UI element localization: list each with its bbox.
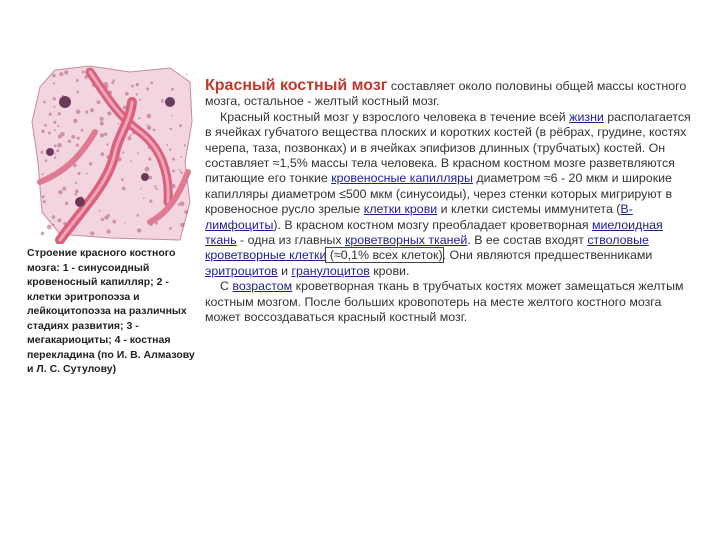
cell-dot	[75, 182, 77, 184]
glossary-link[interactable]: кроветворных тканей	[344, 233, 468, 248]
cell-dot	[42, 173, 44, 175]
cell-dot	[99, 210, 101, 212]
text-segment: располагается в ячейках губчатого вещества плоских и коротких костей (в рёбрах, грудине, костях черепа, таза, позвонках) и в ячейках эпифизов длинных (трубчатых) костей. Он составляет ≈1,5% массы тела человека. В красном костном мозге разветвляются питающие его тонкие	[205, 109, 691, 186]
cell-dot	[54, 144, 57, 147]
text-segment: диаметром ≈6 - 20 мкм и широкие капилляры диаметром ≤500 мкм (синусоиды), через стенки которых мигрируют в кровеносное русло зрелые	[205, 171, 673, 217]
cell-dot	[57, 125, 59, 127]
cell-dot	[56, 149, 59, 152]
cell-dot	[140, 188, 142, 190]
cell-dot	[89, 162, 92, 165]
figure-caption: Строение красного костного мозга: 1 - синусоидный кровеносный капилляр; 2 - клетки эритропоэза и лейкоцитопоэза на различных стадиях развития; 3 - мегакариоциты; 4 - костная перекладина (по И. В. Алмазову и Л. С. Сутулову)	[27, 247, 195, 375]
intro-text: составляет около половины общей массы костного мозга, остальное - желтый костный мозг.	[205, 79, 687, 109]
cell-dot	[104, 133, 107, 136]
cell-dot	[100, 117, 104, 121]
cell-dot	[58, 112, 61, 115]
glossary-link[interactable]: В-лимфоциты	[205, 202, 633, 232]
cell-dot	[161, 100, 164, 103]
cell-dot	[155, 188, 157, 190]
paragraph-1	[205, 110, 693, 279]
cell-dot	[147, 114, 152, 119]
cell-dot	[64, 70, 68, 74]
cell-dot	[180, 171, 183, 174]
cell-dot	[41, 232, 45, 236]
glossary-link[interactable]: жизни	[569, 109, 604, 124]
cell-dot	[171, 115, 173, 117]
cell-dot	[125, 92, 129, 96]
text-segment: . Они являются предшественниками	[442, 248, 653, 263]
cell-dot	[130, 135, 132, 137]
cell-dot	[76, 109, 81, 114]
glossary-link[interactable]: клетки крови	[363, 202, 438, 217]
text-segment: (≈0,1% всех клеток)	[326, 248, 443, 263]
page-title: Красный костный мозг	[205, 77, 388, 94]
cell-dot	[180, 223, 184, 227]
cell-dot	[118, 123, 120, 125]
glossary-link[interactable]: стволовые кроветворные клетки	[205, 233, 649, 263]
cell-dot	[49, 113, 52, 116]
cell-dot	[54, 106, 56, 108]
cell-dot	[154, 185, 156, 187]
cell-dot	[53, 97, 56, 100]
cell-dot	[170, 128, 172, 130]
cell-dot	[78, 172, 81, 175]
cell-dot	[82, 71, 85, 74]
cell-dot	[45, 159, 47, 161]
cell-dot	[186, 74, 188, 76]
cell-dot	[52, 74, 55, 77]
cell-dot	[139, 99, 141, 101]
cell-dot	[112, 220, 116, 224]
text-segment: и	[277, 263, 292, 278]
cell-dot	[59, 72, 63, 76]
glossary-link[interactable]: гранулоцитов	[291, 263, 370, 278]
cell-dot	[153, 129, 156, 132]
text-segment: кроветворная ткань в трубчатых костях может замещаться желтым костным мозгом. После больших кровопотерь на месте желтого костного мозга может воссоздаваться красный костный мозг.	[205, 279, 684, 325]
cell-dot	[41, 130, 44, 133]
cell-dot	[47, 225, 52, 230]
cell-dot	[121, 178, 124, 181]
cell-dot	[65, 202, 68, 205]
cell-dot	[86, 173, 88, 175]
glossary-link[interactable]: возрастом	[232, 279, 293, 294]
cell-dot	[53, 121, 56, 124]
main-text	[205, 78, 693, 326]
cell-dot	[68, 140, 71, 143]
cell-dot	[100, 152, 104, 156]
intro-paragraph	[205, 78, 693, 110]
bone-marrow-drawing	[20, 62, 200, 244]
cell-dot	[150, 82, 153, 85]
cell-dot	[147, 125, 152, 130]
cell-dot	[143, 198, 145, 200]
cell-dot	[104, 216, 108, 220]
text-segment: ). В красном костном мозгу преобладает кроветворная	[273, 217, 592, 232]
cell-dot	[90, 231, 94, 235]
cell-dot	[54, 157, 56, 159]
text-segment: . В ее состав входят	[467, 233, 588, 248]
cell-dot	[184, 144, 186, 146]
glossary-link[interactable]: миелоидная ткань	[205, 217, 663, 248]
cell-dot	[108, 214, 110, 216]
glossary-link[interactable]: эритроцитов	[205, 263, 278, 278]
cell-dot	[107, 111, 111, 115]
cell-dot	[85, 110, 88, 113]
cell-dot	[149, 200, 152, 203]
cell-dot	[179, 124, 182, 127]
cell-dot	[74, 136, 76, 138]
cell-dot	[180, 202, 185, 207]
cell-dot	[41, 151, 44, 154]
cell-dot	[137, 152, 139, 154]
cell-dot	[146, 88, 149, 91]
cell-dot	[101, 218, 104, 221]
cell-dot	[75, 189, 79, 193]
cell-dot	[179, 169, 181, 171]
cell-dot	[58, 218, 62, 222]
paragraph-2	[205, 279, 693, 325]
cell-dot	[130, 160, 132, 162]
cell-dot	[172, 158, 175, 161]
cell-dot	[106, 229, 110, 233]
cell-dot	[122, 151, 124, 153]
cell-dot	[169, 149, 171, 151]
text-segment: С	[220, 279, 233, 294]
cell-dot	[42, 195, 45, 198]
cell-dot	[63, 187, 67, 191]
cell-dot	[111, 81, 114, 84]
cell-dot	[136, 93, 138, 95]
cell-dot	[54, 129, 56, 131]
cell-dot	[55, 153, 57, 155]
text-segment: - одна из главных	[236, 233, 345, 248]
cell-dot	[146, 124, 148, 126]
cell-dot	[169, 227, 172, 230]
cell-dot	[44, 124, 47, 127]
cell-dot	[43, 200, 46, 203]
cell-dot	[171, 88, 174, 91]
cell-dot	[145, 167, 150, 172]
cell-dot	[77, 137, 80, 140]
bone-marrow-illustration	[20, 62, 200, 244]
cell-dot	[124, 222, 126, 224]
cell-dot	[106, 143, 108, 145]
cell-dot	[57, 143, 62, 148]
cell-dot	[131, 85, 134, 88]
text-segment: и клетки системы иммунитета (	[437, 202, 621, 217]
cell-dot	[137, 214, 139, 216]
cell-dot	[52, 215, 55, 218]
cell-dot	[184, 210, 188, 214]
cell-dot	[76, 91, 79, 94]
cell-dot	[122, 187, 126, 191]
cell-dot	[148, 157, 151, 160]
cell-dot	[43, 101, 46, 104]
cell-dot	[127, 136, 131, 140]
cell-dot	[90, 108, 94, 112]
cell-dot	[137, 228, 141, 232]
cell-dot	[53, 82, 55, 84]
cell-dot	[75, 193, 78, 196]
cell-dot	[81, 129, 84, 132]
cell-dot	[138, 117, 140, 119]
text-segment: Красный костный мозг у взрослого человека в течение всей	[220, 109, 570, 124]
cell-dot	[172, 170, 175, 173]
cell-dot	[136, 83, 139, 86]
cell-dot	[180, 156, 182, 158]
cell-dot	[166, 144, 168, 146]
cell-dot	[58, 190, 62, 194]
cell-dot	[100, 121, 104, 125]
cell-dot	[60, 132, 65, 137]
cell-dot	[52, 224, 54, 226]
cell-dot	[76, 79, 79, 82]
text-segment: крови.	[369, 263, 410, 278]
cell-dot	[48, 131, 51, 134]
cell-dot	[100, 133, 104, 137]
glossary-link[interactable]: кровеносные капилляры	[331, 171, 473, 186]
cell-dot	[76, 144, 79, 147]
cell-dot	[149, 176, 152, 179]
cell-dot	[74, 120, 77, 123]
cell-dot	[97, 100, 101, 104]
